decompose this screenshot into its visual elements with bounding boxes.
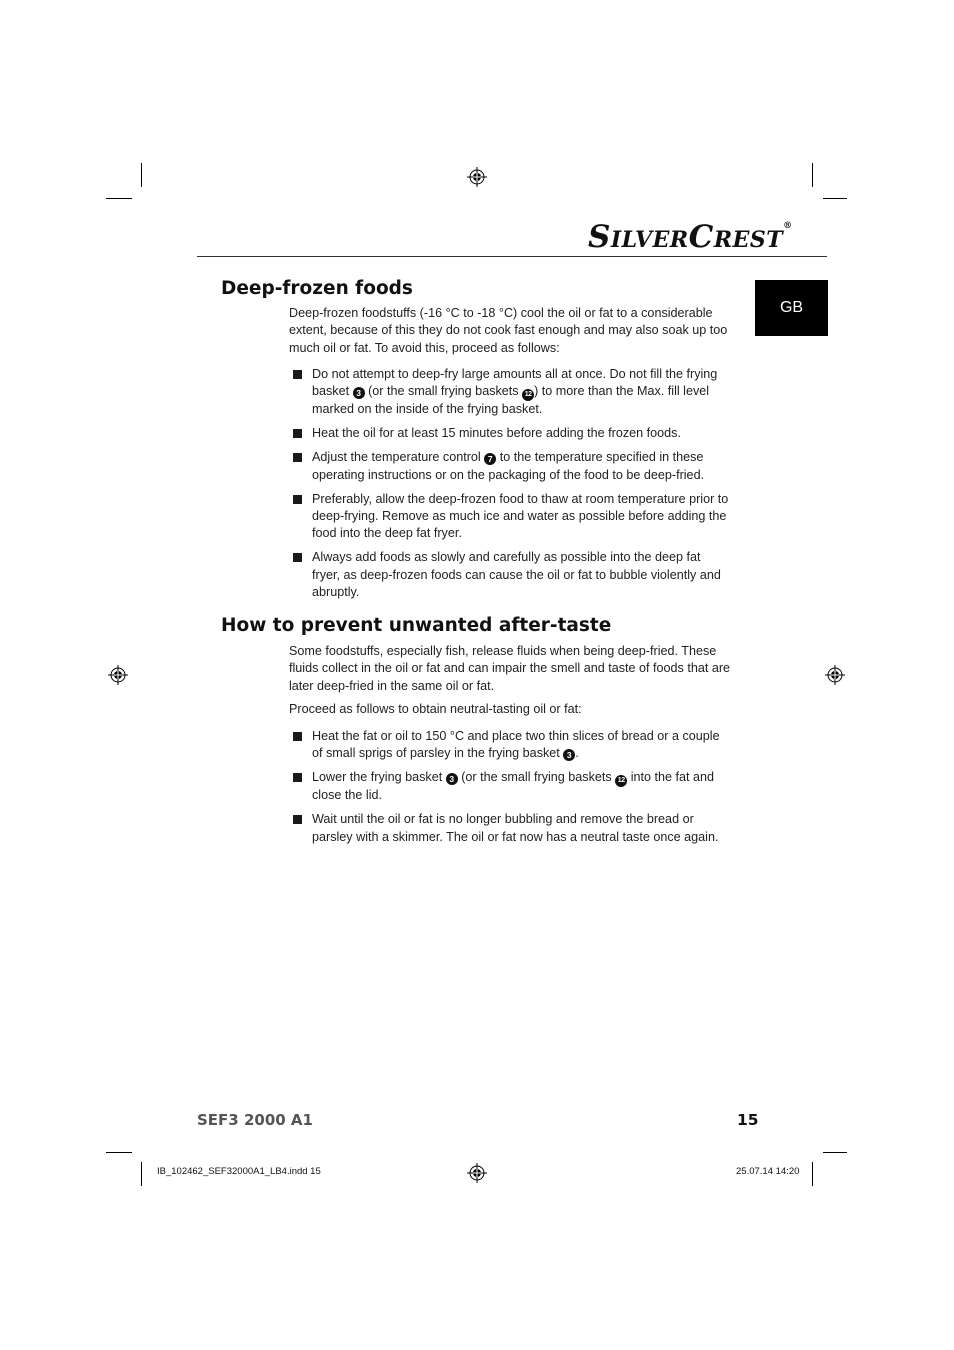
list-item: Adjust the temperature control 7 to the temperature specified in these operating instructions or on the packaging of the food to be deep-fried.	[289, 449, 731, 484]
square-bullet-icon	[293, 370, 302, 379]
section-intro: Deep-frozen foodstuffs (-16 °C to -18 °C) cool the oil or fat to a considerable extent, because of this they do not cook fast enough and may also soak up too much oil or fat. To avoid this, proceed as follows:	[289, 306, 728, 355]
circled-number-icon: 12	[615, 775, 627, 787]
header-rule	[197, 256, 827, 257]
square-bullet-icon	[293, 495, 302, 504]
square-bullet-icon	[293, 773, 302, 782]
circled-number-icon: 7	[484, 453, 496, 465]
bullet-list	[289, 728, 731, 853]
square-bullet-icon	[293, 815, 302, 824]
square-bullet-icon	[293, 429, 302, 438]
circled-number-icon: 3	[353, 387, 365, 399]
list-item: Do not attempt to deep-fry large amounts all at once. Do not fill the frying basket 3 (or the small frying baskets 12 ) to more than the Max. fill level marked on the inside of the frying basket.	[289, 366, 731, 419]
page-number: 15	[737, 1111, 759, 1129]
square-bullet-icon	[293, 732, 302, 741]
section-title-after-taste: How to prevent unwanted after-taste	[221, 615, 612, 636]
crop-mark	[812, 1162, 813, 1186]
square-bullet-icon	[293, 453, 302, 462]
list-item: Heat the fat or oil to 150 °C and place two thin slices of bread or a couple of small sprigs of parsley in the frying basket 3 .	[289, 728, 731, 763]
list-item: Always add foods as slowly and carefully as possible into the deep fat fryer, as deep-frozen foods can cause the oil or fat to bubble violently and abruptly.	[289, 549, 731, 601]
registration-mark-icon	[467, 1163, 487, 1183]
crop-mark	[812, 163, 813, 187]
registration-mark-icon	[825, 665, 845, 685]
brand-logo: SILVERCREST®	[588, 219, 793, 255]
crop-mark	[823, 1152, 847, 1153]
print-slug-date: 25.07.14 14:20	[736, 1166, 800, 1177]
crop-mark	[141, 1162, 142, 1186]
list-item: Wait until the oil or fat is no longer bubbling and remove the bread or parsley with a skimmer. The oil or fat now has a neutral taste once again.	[289, 811, 731, 846]
print-slug-file: IB_102462_SEF32000A1_LB4.indd 15	[157, 1166, 321, 1177]
section-title-deep-frozen: Deep-frozen foods	[221, 278, 413, 299]
crop-mark	[823, 198, 847, 199]
model-number: SEF3 2000 A1	[197, 1111, 313, 1129]
list-item: Heat the oil for at least 15 minutes before adding the frozen foods.	[289, 425, 731, 442]
section-intro: Proceed as follows to obtain neutral-tasting oil or fat:	[289, 702, 582, 716]
registration-mark-icon	[108, 665, 128, 685]
language-tab: GB	[755, 280, 828, 336]
bullet-list	[289, 366, 731, 608]
circled-number-icon: 3	[446, 773, 458, 785]
registration-mark-icon	[467, 167, 487, 187]
section-intro: Some foodstuffs, especially fish, release fluids when being deep-fried. These fluids collect in the oil or fat and can impair the smell and taste of foods that are later deep-fried in the same oil or fat.	[289, 644, 731, 693]
circled-number-icon: 12	[522, 389, 534, 401]
circled-number-icon: 3	[563, 749, 575, 761]
list-item: Preferably, allow the deep-frozen food to thaw at room temperature prior to deep-frying. Remove as much ice and water as possible before adding the food into the deep fat fryer.	[289, 491, 731, 543]
list-item: Lower the frying basket 3 (or the small frying baskets 12 into the fat and close the lid.	[289, 769, 731, 804]
square-bullet-icon	[293, 553, 302, 562]
crop-mark	[106, 198, 132, 199]
crop-mark	[106, 1152, 132, 1153]
crop-mark	[141, 163, 142, 187]
